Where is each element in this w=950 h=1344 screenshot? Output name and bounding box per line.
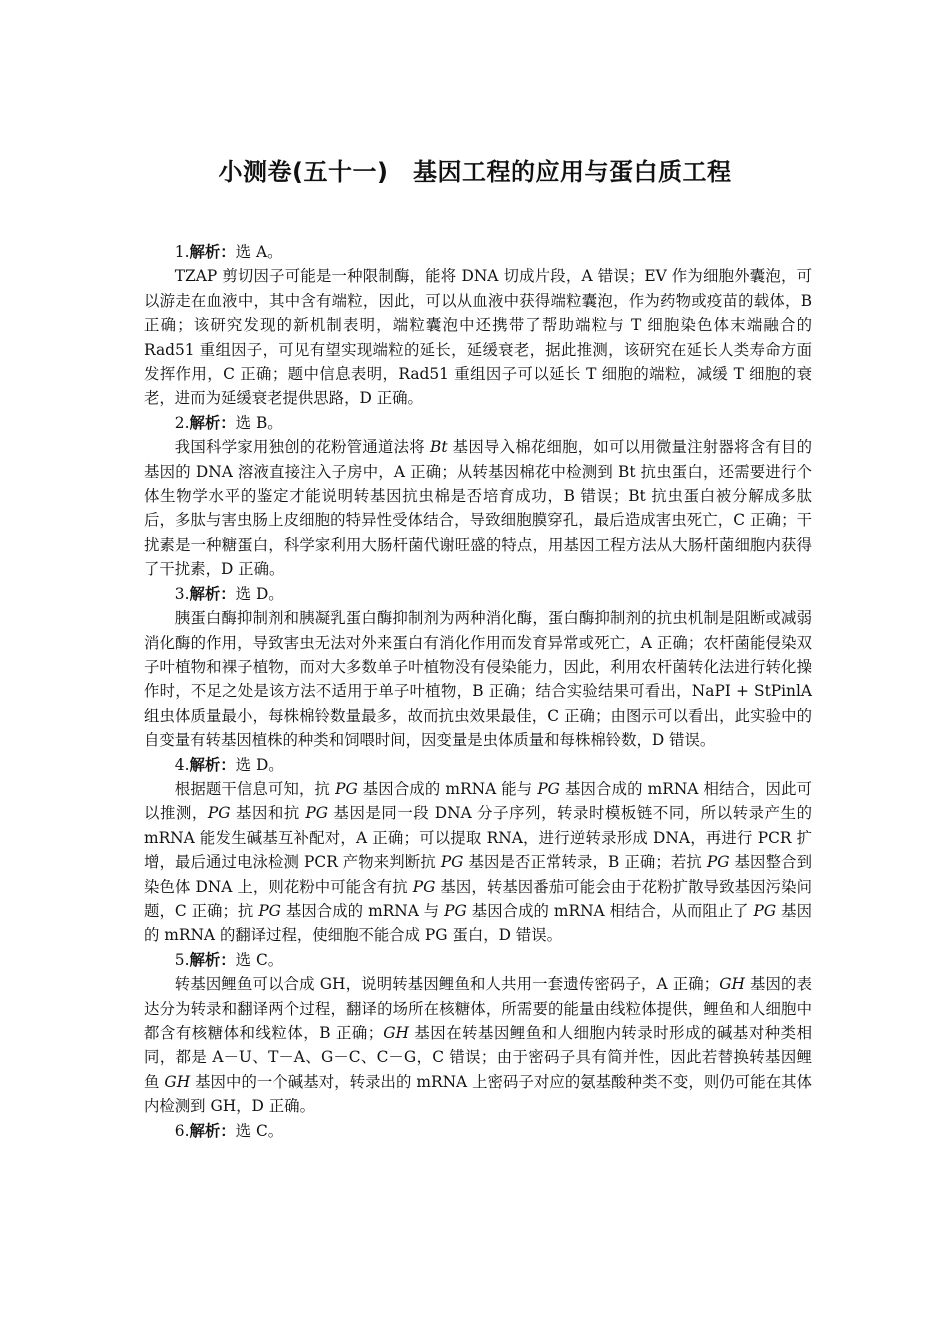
body-text: 转基因鲤鱼可以合成 GH，说明转基因鲤鱼和人共用一套遗传密码子，A 正确； bbox=[174, 975, 720, 994]
answer-label: 解析： bbox=[189, 584, 236, 603]
answer-1-heading bbox=[144, 240, 812, 264]
body-text: 基因是同一段 DNA 分子序列，转录时模板链不同，所以转录产生的 mRNA 能发生碱基互补配对，A 正确；可以提取 RNA，进行逆转录形成 DNA，再进行 PCR 扩增，最后通过电泳检测 PCR 产物来判断抗 bbox=[144, 804, 812, 872]
body-text: 基因合成的 mRNA 相结合，因此可以推测， bbox=[144, 779, 812, 823]
answer-label: 解析： bbox=[189, 243, 236, 261]
gene-name-italic: PG bbox=[753, 901, 777, 920]
answer-choice: 选 B。 bbox=[235, 413, 283, 432]
gene-name-italic: PG bbox=[305, 804, 329, 823]
gene-name-italic: GH bbox=[383, 1024, 409, 1042]
gene-name-italic: PG bbox=[706, 853, 730, 872]
body-text: 基因在转基因鲤鱼和人细胞内转录时形成的碱基对种类相同，都是 A－U、T－A、G－C、C－G，C 错误；由于密码子具有简并性，因此若替换转基因鲤鱼 bbox=[144, 1024, 812, 1091]
answer-choice: 选 D。 bbox=[235, 755, 284, 774]
body-text: 基因合成的 mRNA 相结合，从而阻止了 bbox=[466, 901, 754, 920]
body-text: 我国科学家用独创的花粉管通道法将 bbox=[174, 438, 431, 457]
answer-choice: 选 C。 bbox=[235, 950, 284, 969]
answer-label: 解析： bbox=[189, 1121, 236, 1140]
answer-3-body: 胰蛋白酶抑制剂和胰凝乳蛋白酶抑制剂为两种消化酶，蛋白酶抑制剂的抗虫机制是阻断或减弱消化酶的作用，导致害虫无法对外来蛋白有消化作用而发育异常或死亡，A 正确；农杆菌能侵染双子叶植物和裸子植物，而对大多数单子叶植物没有侵染能力，因此，利用农杆菌转化法进行转化操作时，不足之处是该方法不适用于单子叶植物，B 正确；结合实验结果可看出，NaPI + StPinlA 组虫体质量最小，每株棉铃数量最多，故而抗虫效果最佳，C 正确；由图示可以看出，此实验中的自变量有转基因植株的种类和饲喂时间，因变量是虫体质量和每株棉铃数，D 错误。 bbox=[144, 609, 812, 750]
answer-1-body: TZAP 剪切因子可能是一种限制酶，能将 DNA 切成片段，A 错误；EV 作为细胞外囊泡，可以游走在血液中，其中含有端粒，因此，可以从血液中获得端粒囊泡，作为药物或疫苗的载体，B 正确；该研究发现的新机制表明，端粒囊泡中还携带了帮助端粒与 T 细胞染色体末端融合的 Rad51 重组因子，可见有望实现端粒的延长，延缓衰老，据此推测，该研究在延长人类寿命方面发挥作用，C 正确；题中信息表明，Rad51 重组因子可以延长 T 细胞的端粒，减缓 T 细胞的衰老，进而为延缓衰老提供思路，D 正确。 bbox=[144, 267, 812, 408]
answer-3-heading bbox=[144, 582, 812, 606]
answer-number: 2. bbox=[174, 413, 190, 432]
body-text: 基因是否正常转录，B 正确；若抗 bbox=[463, 853, 707, 872]
body-text: 基因导入棉花细胞，如可以用微量注射器将含有目的基因的 DNA 溶液直接注入子房中，A 正确；从转基因棉花中检测到 Bt 抗虫蛋白，还需要进行个体生物学水平的鉴定才能说明转基因抗虫棉是否培育成功，B 错误；Bt 抗虫蛋白被分解成多肽后，多肽与害虫肠上皮细胞的特异性受体结合，导致细胞膜穿孔，最后造成害虫死亡，C 正确；干扰素是一种糖蛋白，科学家利用大肠杆菌代谢旺盛的特点，用基因工程方法从大肠杆菌细胞内获得了干扰素，D 正确。 bbox=[144, 438, 812, 579]
answer-choice: 选 C。 bbox=[235, 1121, 284, 1140]
gene-name-italic: PG bbox=[207, 804, 231, 823]
gene-name-italic: PG bbox=[440, 853, 464, 872]
answer-6-heading bbox=[144, 1119, 812, 1143]
body-text: 基因和抗 bbox=[230, 804, 306, 823]
answer-number: 1. bbox=[174, 243, 190, 261]
answer-2-heading bbox=[144, 411, 812, 435]
gene-name-italic: GH bbox=[164, 1072, 191, 1091]
body-text: 基因整合到染色体 DNA 上，则花粉中可能含有抗 bbox=[144, 853, 812, 896]
gene-name-italic: PG bbox=[444, 901, 467, 920]
gene-name-italic: PG bbox=[258, 901, 281, 920]
answer-number: 6. bbox=[174, 1121, 190, 1140]
answer-4-heading bbox=[144, 753, 812, 777]
answer-choice: 选 D。 bbox=[235, 584, 284, 603]
body-text: 基因，转基因番茄可能会由于花粉扩散导致基因污染问题，C 正确；抗 bbox=[144, 877, 812, 920]
gene-name-italic: PG bbox=[537, 779, 560, 798]
answer-label: 解析： bbox=[189, 413, 236, 432]
gene-name-italic: PG bbox=[412, 877, 436, 896]
answer-number: 5. bbox=[174, 950, 190, 969]
answer-5-heading bbox=[144, 948, 812, 972]
answer-number: 4. bbox=[174, 755, 190, 774]
page-title: 小测卷(五十一) 基因工程的应用与蛋白质工程 bbox=[218, 158, 732, 186]
gene-name-italic: Bt bbox=[430, 438, 448, 457]
answer-5-body bbox=[144, 972, 812, 1118]
answer-label: 解析： bbox=[189, 755, 236, 774]
body-text: 根据题干信息可知，抗 bbox=[174, 779, 336, 798]
answer-content bbox=[144, 240, 812, 1143]
body-text: 基因的表达分为转录和翻译两个过程，翻译的场所在核糖体，所需要的能量由线粒体提供，鲤鱼和人细胞中都含有核糖体和线粒体，B 正确； bbox=[144, 975, 812, 1042]
answer-number: 3. bbox=[174, 584, 190, 603]
answer-4-body bbox=[144, 777, 812, 948]
gene-name-italic: GH bbox=[719, 975, 745, 994]
answer-choice: 选 A。 bbox=[235, 243, 283, 261]
body-text: 基因的 mRNA 的翻译过程，使细胞不能合成 PG 蛋白，D 错误。 bbox=[144, 901, 812, 945]
answer-2-body bbox=[144, 435, 812, 581]
body-text: 基因合成的 mRNA 能与 bbox=[357, 779, 538, 798]
body-text: 基因合成的 mRNA 与 bbox=[280, 901, 445, 920]
answer-label: 解析： bbox=[189, 950, 236, 969]
body-text: 基因中的一个碱基对，转录出的 mRNA 上密码子对应的氨基酸种类不变，则仍可能在其体内检测到 GH，D 正确。 bbox=[144, 1072, 812, 1116]
gene-name-italic: PG bbox=[335, 779, 358, 798]
